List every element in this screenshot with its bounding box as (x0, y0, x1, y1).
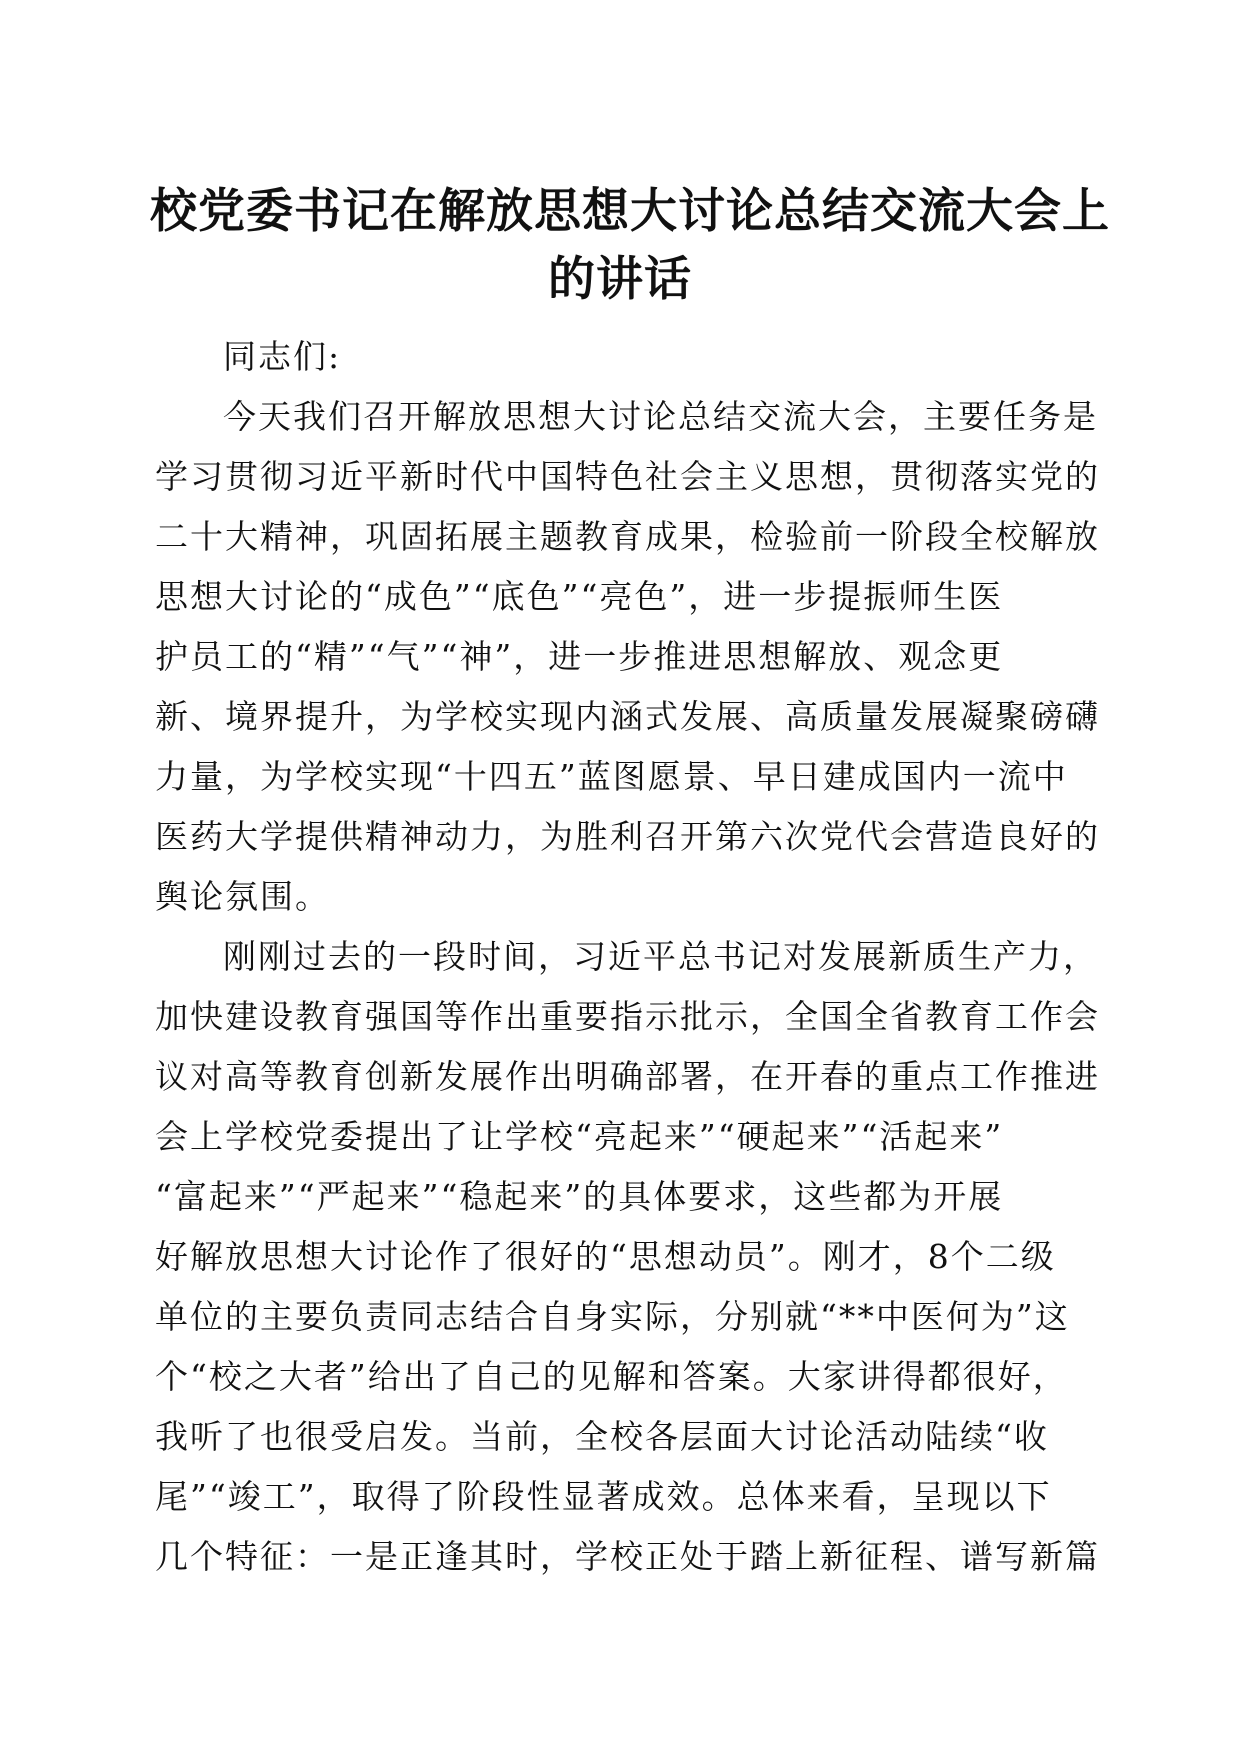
paragraph-line: 医药大学提供精神动力，为胜利召开第六次党代会营造良好的 (155, 817, 1100, 856)
paragraph-line: 新、境界提升，为学校实现内涵式发展、高质量发展凝聚磅礴 (155, 697, 1100, 736)
document-body (155, 327, 1100, 1587)
paragraph-line: 我听了也很受启发。当前，全校各层面大讨论活动陆续“收 (155, 1417, 1049, 1456)
paragraph-line: 尾”“竣工”，取得了阶段性显著成效。总体来看，呈现以下 (155, 1477, 1052, 1516)
paragraph-line: 议对高等教育创新发展作出明确部署，在开春的重点工作推进 (155, 1057, 1100, 1096)
title-line: 的讲话 (548, 252, 692, 307)
paragraph-line: 单位的主要负责同志结合自身实际，分别就“**中医何为”这 (155, 1297, 1070, 1336)
paragraph-line: 加快建设教育强国等作出重要指示批示，全国全省教育工作会 (155, 997, 1100, 1036)
paragraph-line: 个“校之大者”给出了自己的见解和答案。大家讲得都很好， (155, 1357, 1068, 1396)
paragraph-line: “富起来”“严起来”“稳起来”的具体要求，这些都为开展 (155, 1177, 1004, 1216)
paragraph-line: 护员工的“精”“气”“神”，进一步推进思想解放、观念更 (155, 637, 1004, 676)
paragraph-line: 刚刚过去的一段时间，习近平总书记对发展新质生产力， (223, 937, 1098, 976)
title-line: 校党委书记在解放思想大讨论总结交流大会上 (150, 184, 1110, 239)
paragraph-line: 力量，为学校实现“十四五”蓝图愿景、早日建成国内一流中 (155, 757, 1068, 796)
paragraph-line: 几个特征：一是正逢其时，学校正处于踏上新征程、谱写新篇 (155, 1537, 1100, 1576)
paragraph-line: 二十大精神，巩固拓展主题教育成果，检验前一阶段全校解放 (155, 517, 1100, 556)
salutation: 同志们: (223, 337, 342, 376)
paragraph-line: 思想大讨论的“成色”“底色”“亮色”，进一步提振师生医 (155, 577, 1004, 616)
document-title (150, 178, 1110, 314)
paragraph-line: 舆论氛围。 (155, 877, 330, 916)
paragraph-line: 今天我们召开解放思想大讨论总结交流大会，主要任务是 (223, 397, 1098, 436)
paragraph-line: 好解放思想大讨论作了很好的“思想动员”。刚才，8个二级 (155, 1237, 1056, 1276)
paragraph-line: 会上学校党委提出了让学校“亮起来”“硬起来”“活起来” (155, 1117, 1004, 1156)
paragraph-line: 学习贯彻习近平新时代中国特色社会主义思想，贯彻落实党的 (155, 457, 1100, 496)
